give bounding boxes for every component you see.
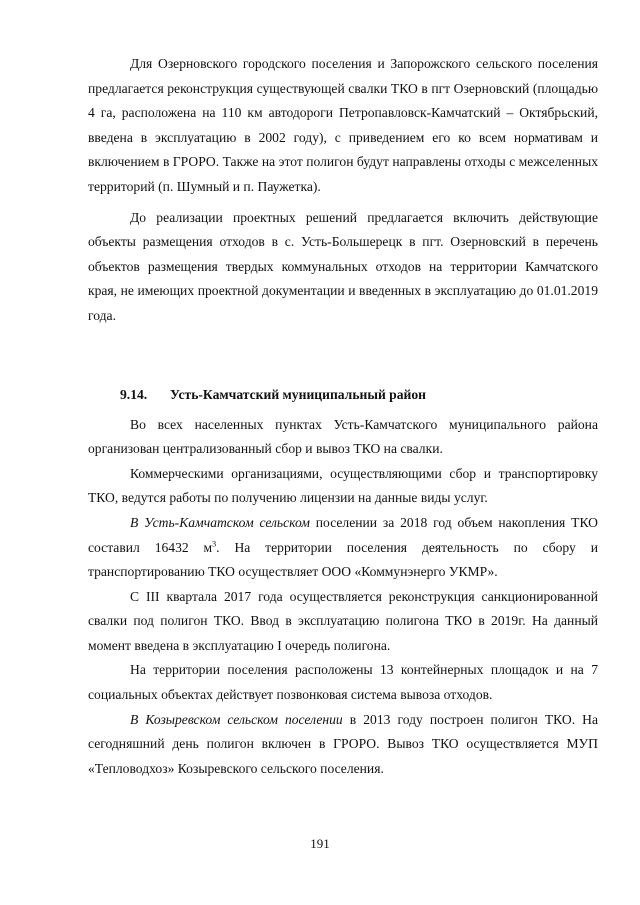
section-title: Усть-Камчатский муниципальный район bbox=[170, 386, 426, 402]
paragraph-ust-kamchatsk: В Усть-Камчатском сельском поселении за 2018 год объем накопления ТКО составил 16432 $м^3$. На территории поселения деятельность по сбору и транспортированию ТКО осуществляет ООО «Коммунэнерго УКМР». bbox=[88, 514, 598, 580]
italic-settlement-name: В Козыревском сельском поселении bbox=[130, 711, 343, 727]
paragraph-kozyrevsk: В Козыревском сельском поселении в 2013 году построен полигон ТКО. На сегодняшний день полигон включен в ГРОРО. Вывоз ТКО осуществляется МУП «Тепловодхоз» Козыревского сельского поселения. bbox=[88, 711, 598, 776]
paragraph-centralized-collection: Во всех населенных пунктах Усть-Камчатского муниципального района организован централизованный сбор и вывоз ТКО на свалки. bbox=[88, 416, 598, 457]
section-heading bbox=[120, 383, 598, 407]
paragraph-reconstruction: С III квартала 2017 года осуществляется реконструкция санкционированной свалки под полигон ТКО. Ввод в эксплуатацию полигона ТКО в 2019г. На данный момент введена в эксплуатацию I очередь полигона. bbox=[88, 588, 598, 653]
cubic-superscript: 3 bbox=[212, 538, 217, 548]
paragraph-commercial-organizations: Коммерческими организациями, осуществляющими сбор и транспортировку ТКО, ведутся работы по получению лицензии на данные виды услуг. bbox=[88, 465, 598, 506]
paragraph-ust-bolsheretsk: До реализации проектных решений предлагается включить действующие объекты размещения отходов в с. Усть-Большерецк в пгт. Озерновский в перечень объектов размещения твердых коммунальных отходов на территории Камчатского края, не имеющих проектной документации и введенных в эксплуатацию до 01.01.2019 года. bbox=[88, 209, 598, 323]
section-number: 9.14. bbox=[120, 386, 148, 402]
italic-settlement-name: В Усть-Камчатском сельском bbox=[130, 514, 310, 530]
paragraph-ozernovsky: Для Озерновского городского поселения и Запорожского сельского поселения предлагается реконструкция существующей свалки ТКО в пгт Озерновский (площадью 4 га, расположена на 110 км автодороги Петропавловск-Камчатский – Октябрьский, введена в эксплуатацию в 2002 году), с приведением его ко всем нормативам и включением в ГРОРО. Также на этот полигон будут направлены отходы с межселенных территорий (п. Шумный и п. Паужетка). bbox=[88, 56, 598, 194]
page-number: 191 bbox=[310, 836, 330, 851]
document-page bbox=[88, 52, 598, 781]
paragraph-container-sites: На территории поселения расположены 13 контейнерных площадок и на 7 социальных объектах действует позвонковая система вывоза отходов. bbox=[88, 662, 598, 703]
